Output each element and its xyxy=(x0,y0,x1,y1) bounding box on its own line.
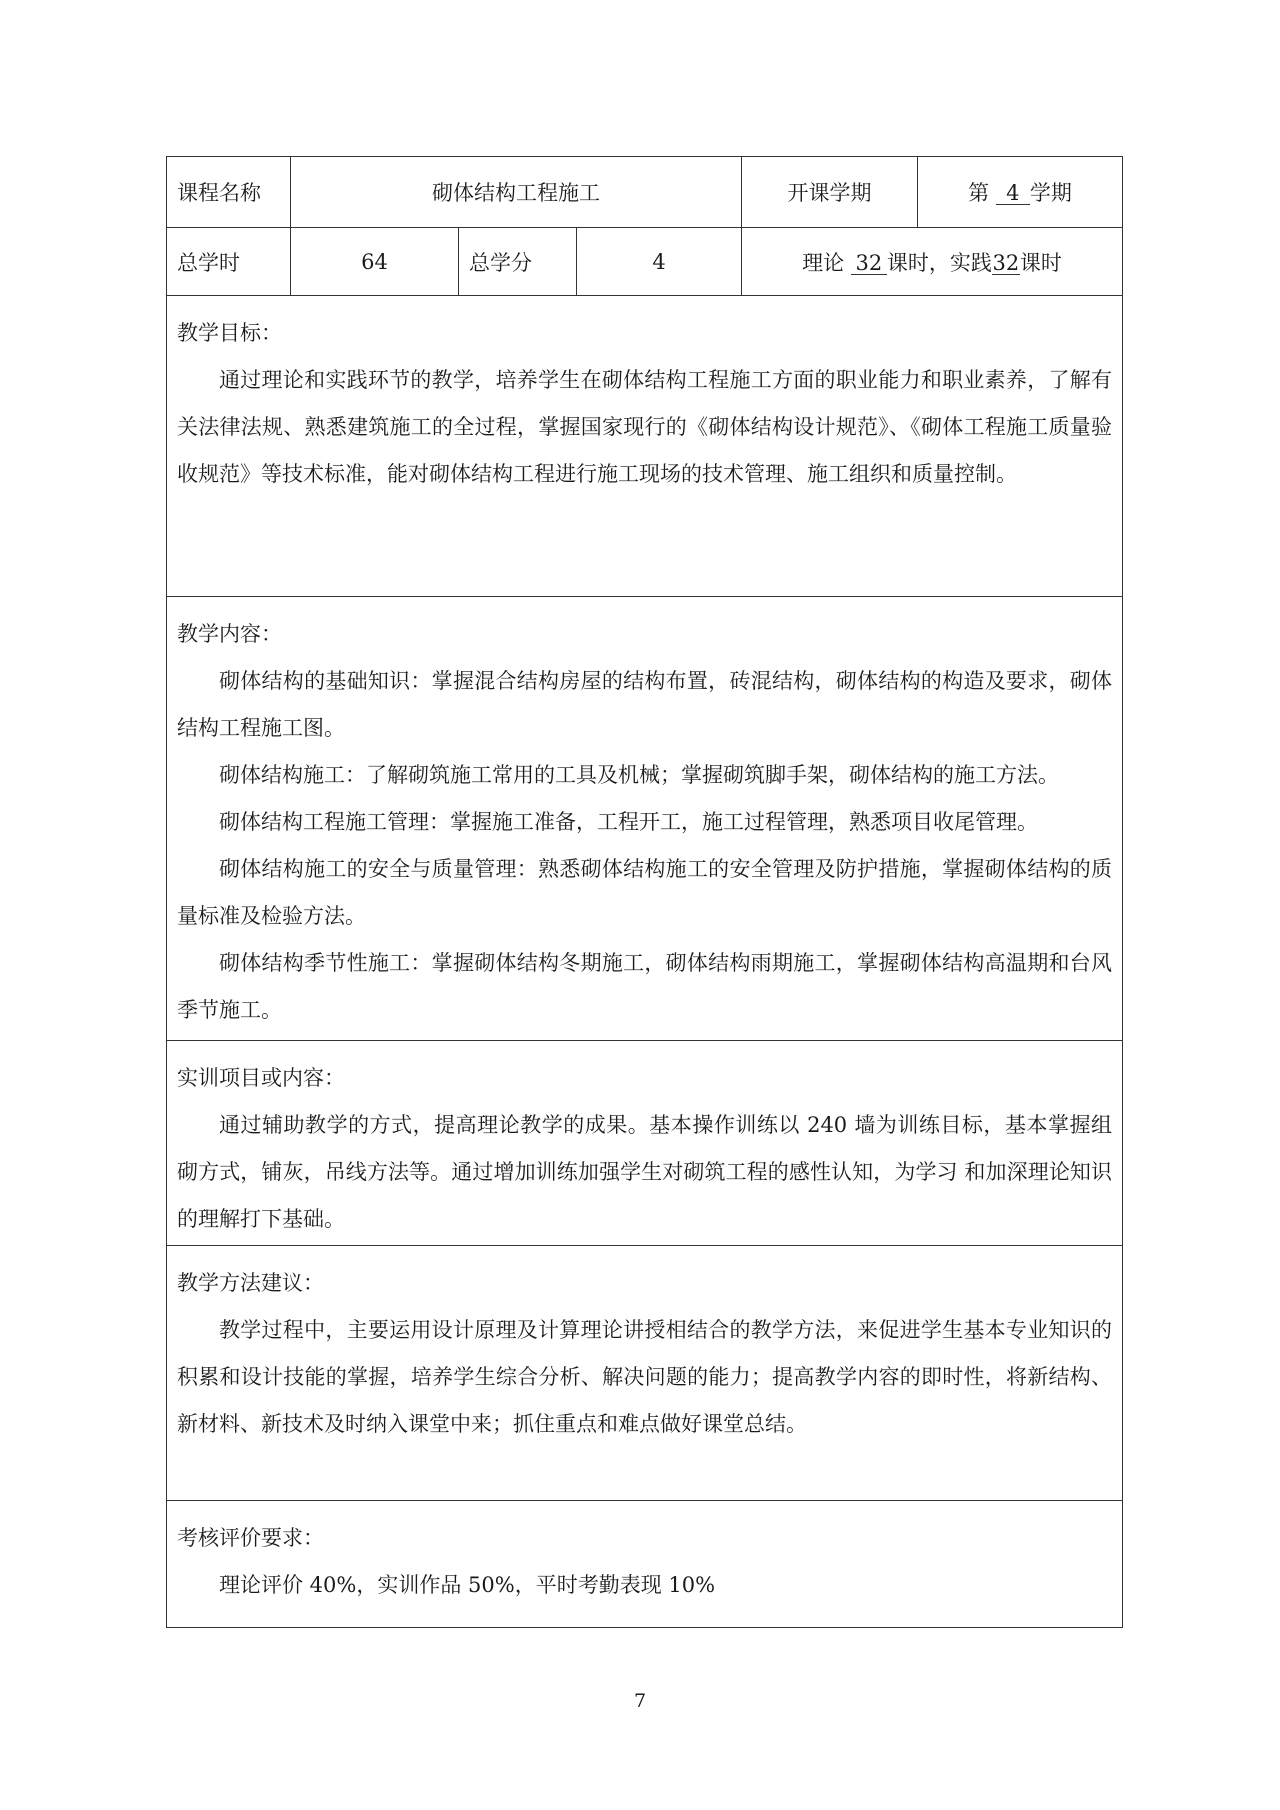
content-paragraph-3: 砌体结构工程施工管理：掌握施工准备，工程开工，施工过程管理，熟悉项目收尾管理。 xyxy=(219,810,1038,834)
assessment-section xyxy=(167,1501,1123,1628)
practice-prefix: 课时，实践 xyxy=(886,250,992,275)
course-info-table xyxy=(166,156,1123,1628)
objectives-paragraph: 通过理论和实践环节的教学，培养学生在砌体结构工程施工方面的职业能力和职业素养，了解有关法律法规、熟悉建筑施工的全过程，掌握国家现行的《砌体结构设计规范》、《砌体工程施工质量验收规范》等技术标准，能对砌体结构工程进行施工现场的技术管理、施工组织和质量控制。 xyxy=(177,368,1113,486)
theory-hours: 32 xyxy=(851,252,887,275)
methods-row xyxy=(167,1246,1123,1501)
total-credits-value: 4 xyxy=(577,228,742,296)
semester-value xyxy=(918,157,1123,228)
methods-section xyxy=(167,1246,1123,1501)
semester-suffix: 学期 xyxy=(1029,181,1072,205)
objectives-row xyxy=(167,296,1123,597)
total-hours-label: 总学时 xyxy=(167,228,291,296)
training-section xyxy=(167,1041,1123,1246)
methods-paragraph: 教学过程中，主要运用设计原理及计算理论讲授相结合的教学方法，来促进学生基本专业知识的积累和设计技能的掌握，培养学生综合分析、解决问题的能力；提高教学内容的即时性，将新结构、新材料、新技术及时纳入课堂中来；抓住重点和难点做好课堂总结。 xyxy=(177,1318,1113,1436)
training-paragraph: 通过辅助教学的方式，提高理论教学的成果。基本操作训练以 240 墙为训练目标，基本掌握组砌方式，铺灰，吊线方法等。通过增加训练加强学生对砌筑工程的感性认知，为学习 和加深理论知识的理解打下基础。 xyxy=(177,1113,1113,1231)
content-paragraph-2: 砌体结构施工：了解砌筑施工常用的工具及机械；掌握砌筑脚手架，砌体结构的施工方法。 xyxy=(219,763,1059,787)
training-title: 实训项目或内容： xyxy=(177,1066,345,1090)
assessment-row xyxy=(167,1501,1123,1628)
content-paragraph-4: 砌体结构施工的安全与质量管理：熟悉砌体结构施工的安全管理及防护措施，掌握砌体结构的质量标准及检验方法。 xyxy=(177,857,1113,928)
theory-prefix: 理论 xyxy=(802,250,845,275)
course-name-row xyxy=(167,157,1123,228)
assessment-paragraph: 理论评价 40%，实训作品 50%，平时考勤表现 10% xyxy=(219,1573,716,1597)
semester-number: 4 xyxy=(996,182,1030,205)
methods-title: 教学方法建议： xyxy=(177,1271,324,1295)
content-row xyxy=(167,597,1123,1041)
course-name-label: 课程名称 xyxy=(167,157,291,228)
objectives-title: 教学目标： xyxy=(177,321,282,345)
semester-prefix: 第 xyxy=(968,181,990,205)
total-credits-label: 总学分 xyxy=(459,228,577,296)
content-paragraph-5: 砌体结构季节性施工：掌握砌体结构冬期施工，砌体结构雨期施工，掌握砌体结构高温期和台风季节施工。 xyxy=(177,951,1113,1022)
practice-hours: 32 xyxy=(992,250,1020,275)
assessment-title: 考核评价要求： xyxy=(177,1526,324,1550)
hours-suffix: 课时 xyxy=(1019,250,1062,275)
objectives-section xyxy=(167,296,1123,597)
content-paragraph-1: 砌体结构的基础知识：掌握混合结构房屋的结构布置，砖混结构，砌体结构的构造及要求，砌体结构工程施工图。 xyxy=(177,669,1113,740)
content-section xyxy=(167,597,1123,1041)
course-name-value: 砌体结构工程施工 xyxy=(291,157,742,228)
semester-label: 开课学期 xyxy=(742,157,918,228)
training-row xyxy=(167,1041,1123,1246)
hours-breakdown xyxy=(742,228,1123,296)
content-title: 教学内容： xyxy=(177,622,282,646)
hours-row xyxy=(167,228,1123,296)
page-number: 7 xyxy=(633,1690,647,1712)
total-hours-value: 64 xyxy=(291,228,459,296)
